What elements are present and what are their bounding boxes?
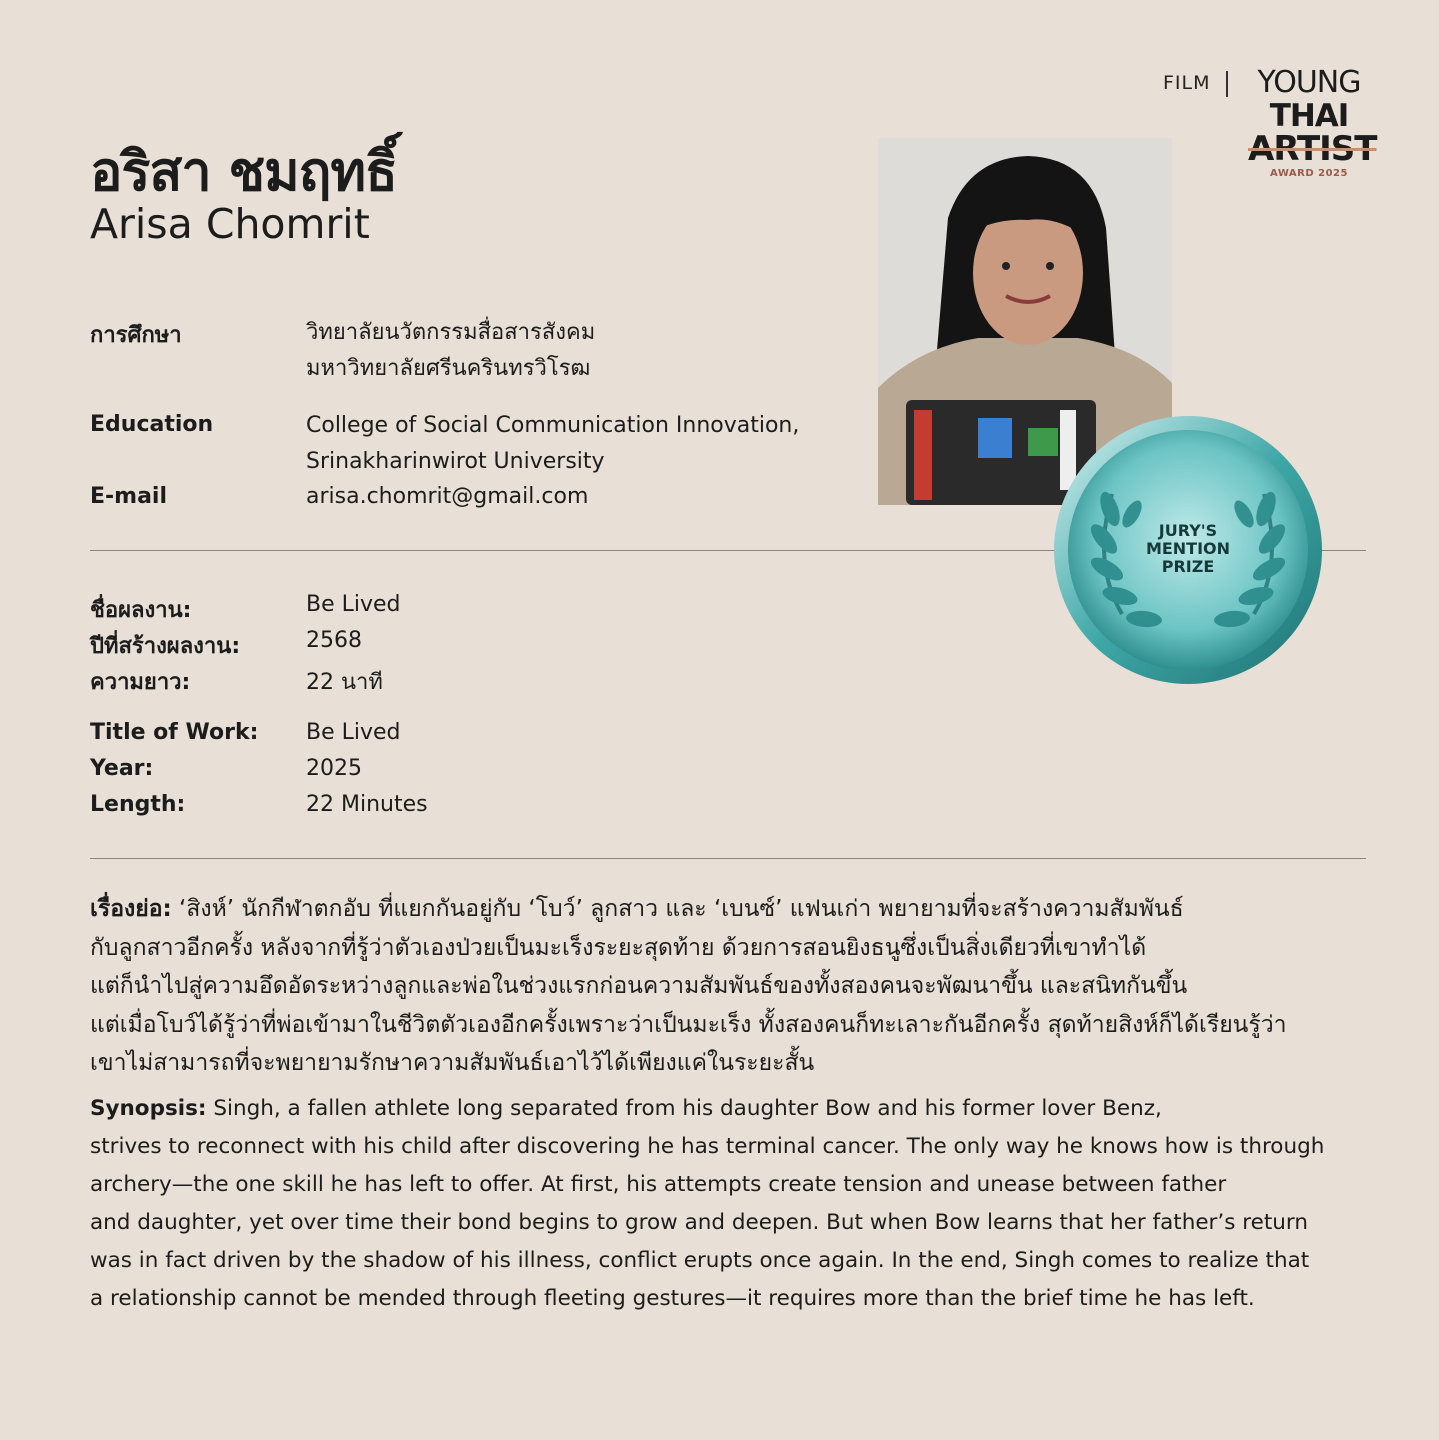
logo-line-young: YOUNG: [1257, 65, 1361, 100]
email-label: E-mail: [90, 484, 168, 509]
education-en-label: Education: [90, 412, 214, 437]
badge-label: [1052, 522, 1324, 576]
work-en-title-value: Be Lived: [306, 720, 401, 745]
logo-line-artist: ARTIST: [1248, 129, 1377, 169]
logo-line-thai: THAI: [1269, 98, 1349, 134]
work-en-year-label: Year:: [90, 756, 154, 781]
artist-name-thai: อริสา ชมฤทธิ์: [90, 140, 398, 203]
education-en-value: [306, 408, 799, 480]
education-en-line1: College of Social Communication Innovation,: [306, 413, 800, 438]
education-th-value: [306, 315, 595, 387]
education-th-line2: มหาวิทยาลัยศรีนครินทรวิโรฒ: [306, 356, 591, 381]
education-th-label: การศึกษา: [90, 323, 182, 348]
synopsis-th-label: เรื่องย่อ:: [90, 896, 172, 922]
synopsis-th-line-3: แต่ก็นำไปสู่ความอึดอัดระหว่างลูกและพ่อในช่วงแรกก่อนความสัมพันธ์ของทั้งสองคนจะพัฒนาขึ้น และสนิทกันขึ้น: [90, 973, 1188, 999]
work-th-length-label: ความยาว:: [90, 670, 191, 695]
artist-name-english: Arisa Chomrit: [90, 200, 370, 248]
synopsis-th-line-5: เขาไม่สามารถที่จะพยายามรักษาความสัมพันธ์เอาไว้ได้เพียงแค่ในระยะสั้น: [90, 1050, 815, 1076]
synopsis-th-line-4: แต่เมื่อโบว์ได้รู้ว่าที่พ่อเข้ามาในชีวิตตัวเองอีกครั้งเพราะว่าเป็นมะเร็ง ทั้งสองคนก็ทะเลาะกันอีกครั้ง สุดท้ายสิงห์ก็ได้เรียนรู้ว่า: [90, 1011, 1287, 1038]
synopsis-en-label: Synopsis:: [90, 1096, 207, 1121]
synopsis-en-line: [90, 1090, 1380, 1128]
work-th-year-value: 2568: [306, 628, 362, 653]
badge-line3: PRIZE: [1161, 557, 1215, 576]
work-en-title-label: Title of Work:: [90, 720, 259, 745]
category-divider: [1226, 71, 1228, 97]
synopsis-en-line-6: a relationship cannot be mended through fleeting gestures—it requires more than the brief time he has left.: [90, 1286, 1255, 1311]
education-th-line1: วิทยาลัยนวัตกรรมสื่อสารสังคม: [306, 320, 596, 345]
work-en-length-label: Length:: [90, 792, 186, 817]
synopsis-english: [90, 1090, 1380, 1318]
synopsis-th-line-1: ‘สิงห์’ นักกีฬาตกอับ ที่แยกกันอยู่กับ ‘โบว์’ ลูกสาว และ ‘เบนซ์’ แฟนเก่า พยายามที่จะสร้างความสัมพันธ์: [171, 896, 1184, 922]
work-en-length-value: 22 Minutes: [306, 792, 428, 817]
synopsis-en-line-1: Singh, a fallen athlete long separated from his daughter Bow and his former lover Benz,: [206, 1096, 1162, 1121]
synopsis-th-line-2: กับลูกสาวอีกครั้ง หลังจากที่รู้ว่าตัวเองป่วยเป็นมะเร็งระยะสุดท้าย ด้วยการสอนยิงธนูซึ่งเป็นสิ่งเดียวที่เขาทำได้: [90, 934, 1147, 961]
synopsis-thai: [90, 890, 1380, 1083]
section-divider-2: [90, 858, 1366, 859]
work-th-title-label: ชื่อผลงาน:: [90, 598, 192, 623]
work-th-length-value: 22 นาที: [306, 670, 383, 695]
synopsis-th-line: [90, 890, 1380, 929]
category-label: FILM: [1163, 72, 1211, 94]
work-en-year-value: 2025: [306, 756, 362, 781]
award-logo: [1248, 65, 1377, 179]
badge-line1: JURY'S: [1158, 521, 1218, 540]
education-en-line2: Srinakharinwirot University: [306, 449, 605, 474]
work-th-year-label: ปีที่สร้างผลงาน:: [90, 634, 241, 659]
synopsis-en-line-2: strives to reconnect with his child after discovering he has terminal cancer. The only way he knows how is through: [90, 1134, 1325, 1159]
badge-line2: MENTION: [1145, 539, 1231, 558]
work-th-title-value: Be Lived: [306, 592, 401, 617]
synopsis-en-line-3: archery—the one skill he has left to offer. At first, his attempts create tension and unease between father: [90, 1172, 1227, 1197]
synopsis-en-line-5: was in fact driven by the shadow of his illness, conflict erupts once again. In the end, Singh comes to realize that: [90, 1248, 1310, 1273]
logo-line-award: AWARD 2025: [1270, 168, 1348, 179]
email-value[interactable]: arisa.chomrit@gmail.com: [306, 484, 589, 509]
synopsis-en-line-4: and daughter, yet over time their bond begins to grow and deepen. But when Bow learns that her father’s return: [90, 1210, 1308, 1235]
